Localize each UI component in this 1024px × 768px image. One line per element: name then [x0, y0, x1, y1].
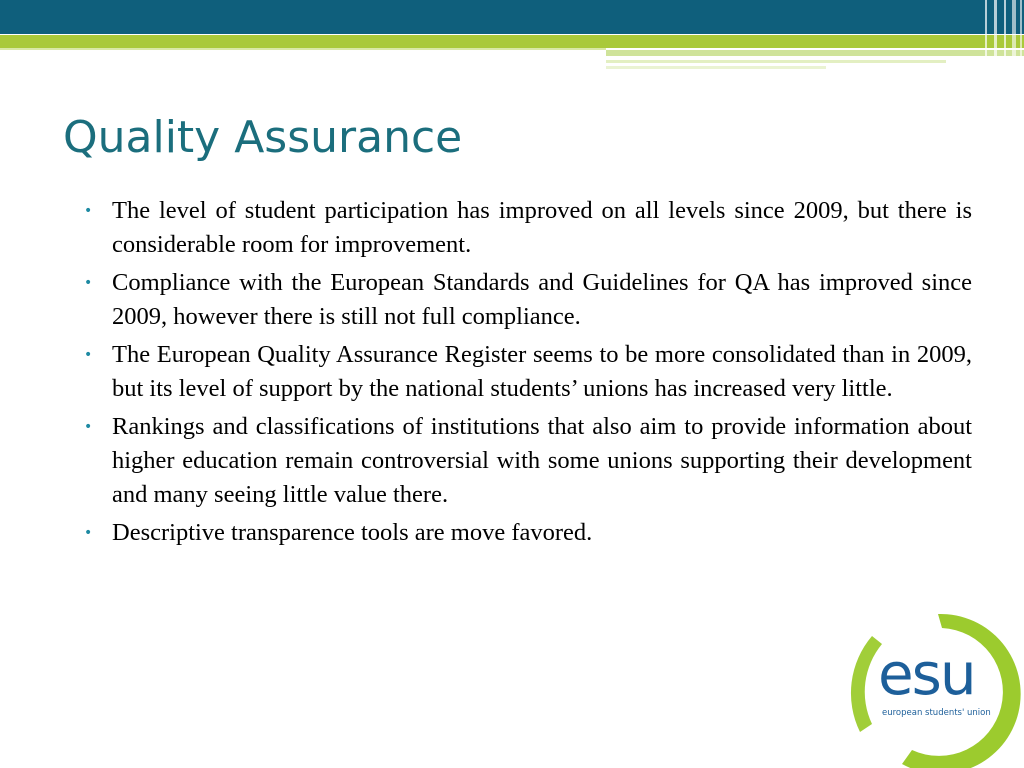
- bullet-icon: •: [84, 203, 93, 219]
- bullet-item: [84, 194, 972, 262]
- header-stripes: [0, 0, 1024, 72]
- bullet-icon: •: [84, 525, 93, 541]
- esu-logo: [842, 604, 1024, 768]
- bullet-text: Rankings and classifications of institutions that also aim to provide information about higher education remain controversial with some unions supporting their development and many seeing little value there.: [112, 413, 972, 508]
- bullet-icon: •: [84, 419, 93, 435]
- header-decoration: [0, 0, 1024, 72]
- bullet-icon: •: [84, 275, 93, 291]
- logo-wordmark: esu: [878, 640, 975, 708]
- bullet-item: [84, 266, 972, 334]
- bullet-text: The European Quality Assurance Register seems to be more consolidated than in 2009, but its level of support by the national students’ unions has increased very little.: [112, 341, 972, 402]
- bullet-text: Descriptive transparence tools are move favored.: [112, 519, 593, 546]
- slide-title: Quality Assurance: [63, 112, 463, 163]
- bullet-icon: •: [84, 347, 93, 363]
- bullet-text: Compliance with the European Standards and Guidelines for QA has improved since 2009, however there is still not full compliance.: [112, 269, 972, 330]
- bullet-item: [84, 516, 972, 550]
- logo-tagline: european students' union: [882, 708, 991, 718]
- bullet-item: [84, 410, 972, 512]
- bullet-item: [84, 338, 972, 406]
- bullet-text: The level of student participation has improved on all levels since 2009, but there is considerable room for improvement.: [112, 197, 972, 258]
- bullet-list: [84, 194, 972, 554]
